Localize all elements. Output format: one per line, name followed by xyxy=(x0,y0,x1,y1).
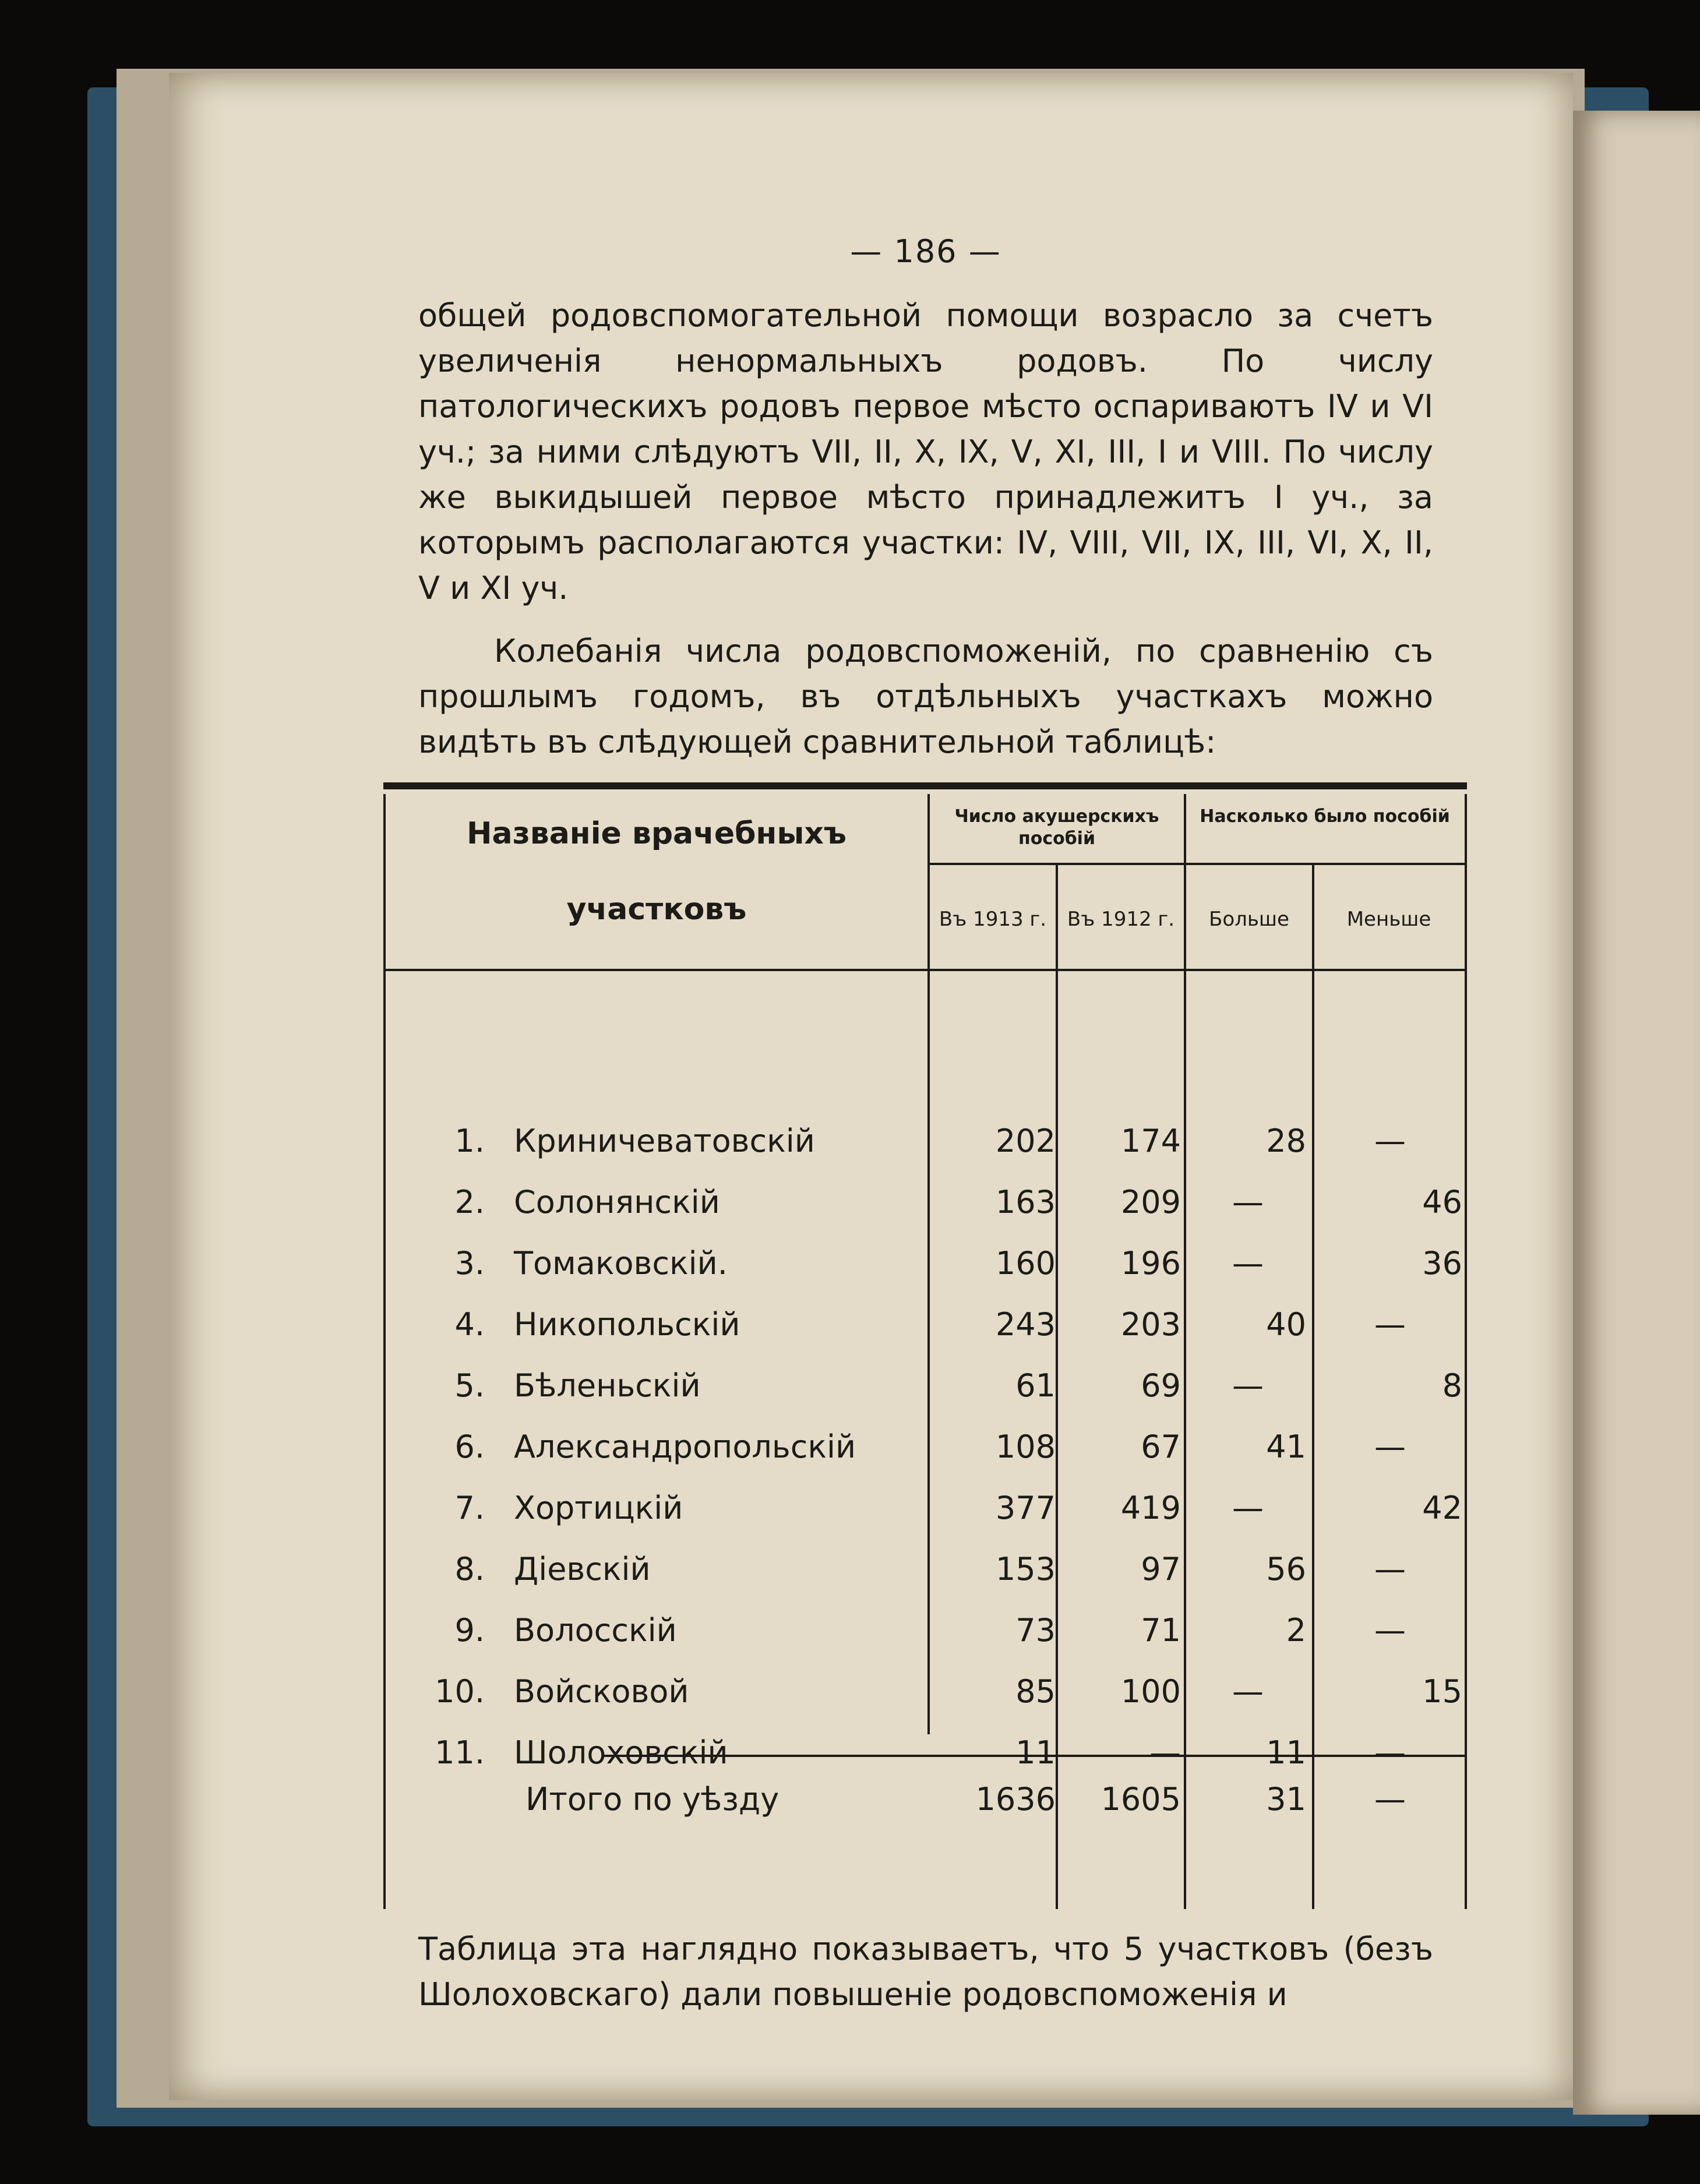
value-less: — xyxy=(1374,1612,1406,1649)
total-label: Итого по уѣзду xyxy=(525,1781,780,1818)
header-less: Меньше xyxy=(1346,908,1431,931)
district-name: Волосскій xyxy=(514,1612,677,1649)
header-group-count: Число акушерскихъ пособій xyxy=(954,806,1159,849)
table-row xyxy=(386,1428,1465,1487)
value-1913: 73 xyxy=(1015,1612,1056,1649)
row-index: 6. xyxy=(454,1428,485,1465)
value-less: — xyxy=(1374,1306,1406,1343)
page-content xyxy=(418,233,1462,2013)
district-name: Шолоховскій xyxy=(514,1734,728,1771)
value-more: 41 xyxy=(1266,1428,1306,1465)
header-group-diff: Насколько было пособій xyxy=(1200,806,1450,827)
value-1913: 85 xyxy=(1015,1673,1056,1710)
total-1912: 1605 xyxy=(1101,1781,1181,1818)
value-less: — xyxy=(1374,1123,1406,1159)
value-more: 11 xyxy=(1266,1734,1306,1771)
header-district-name: Названіе врачебныхъ участковъ xyxy=(466,816,847,927)
table-row xyxy=(386,1490,1465,1548)
comparison-table xyxy=(383,782,1467,1909)
value-1912: 196 xyxy=(1120,1245,1181,1282)
table-row xyxy=(386,1306,1465,1364)
row-index: 1. xyxy=(454,1123,485,1159)
value-1912: 97 xyxy=(1141,1551,1181,1587)
value-1912: 69 xyxy=(1141,1367,1181,1404)
value-1912: 71 xyxy=(1141,1612,1181,1649)
value-less: — xyxy=(1374,1428,1406,1465)
value-more: — xyxy=(1232,1673,1264,1710)
value-1913: 163 xyxy=(995,1184,1056,1220)
closing-paragraph: Таблица эта наглядно показываетъ, что 5 участковъ (безъ Шолоховскаго) дали повышеніе родовспоможенія и xyxy=(418,1931,1433,2013)
paragraph-1: общей родовспомогательной помощи возрасло за счетъ увеличенія ненормальныхъ родовъ. По числу патологическихъ родовъ первое мѣсто оспариваютъ IV и VI уч.; за ними слѣдуютъ VII, II, X, IX, V, XI, III, I и VIII. По числу же выкидышей первое мѣсто принадлежитъ I уч., за которымъ располагаются участки: IV, VIII, VII, IX, III, VI, X, II, V и XI уч. xyxy=(418,297,1433,606)
value-more: — xyxy=(1232,1490,1264,1526)
table-row xyxy=(386,1184,1465,1242)
value-more: 2 xyxy=(1286,1612,1306,1649)
value-more: 56 xyxy=(1266,1551,1306,1587)
row-index: 11. xyxy=(435,1734,485,1771)
value-1912: — xyxy=(1149,1734,1181,1771)
row-index: 8. xyxy=(454,1551,485,1587)
table-body xyxy=(383,971,1467,1909)
value-1913: 153 xyxy=(995,1551,1056,1587)
value-more: 28 xyxy=(1266,1123,1306,1159)
district-name: Никопольскій xyxy=(514,1306,740,1343)
value-1912: 203 xyxy=(1120,1306,1181,1343)
value-less: 8 xyxy=(1442,1367,1462,1404)
district-name: Діевскій xyxy=(514,1551,651,1587)
header-1912: Въ 1912 г. xyxy=(1067,908,1175,931)
value-1913: 377 xyxy=(995,1490,1056,1526)
district-name: Александропольскій xyxy=(514,1428,856,1465)
page-number: — 186 — xyxy=(850,233,1001,270)
header-1913: Въ 1913 г. xyxy=(939,908,1047,931)
total-row xyxy=(386,1781,1465,1839)
value-less: 42 xyxy=(1422,1490,1462,1526)
value-1913: 202 xyxy=(995,1123,1056,1159)
row-index: 9. xyxy=(454,1612,485,1649)
table-header xyxy=(383,794,1467,971)
next-page-edge xyxy=(1573,111,1700,2115)
district-name: Криничеватовскій xyxy=(514,1123,815,1159)
value-1913: 243 xyxy=(995,1306,1056,1343)
table-row xyxy=(386,1673,1465,1731)
value-1913: 11 xyxy=(1015,1734,1056,1771)
value-1913: 61 xyxy=(1015,1367,1056,1404)
value-more: 40 xyxy=(1266,1306,1306,1343)
district-name: Войсковой xyxy=(514,1673,689,1710)
table-row xyxy=(386,1367,1465,1426)
table-row xyxy=(386,1612,1465,1670)
total-more: 31 xyxy=(1266,1781,1306,1818)
district-name: Томаковскій. xyxy=(514,1245,728,1282)
row-index: 3. xyxy=(454,1245,485,1282)
table-row xyxy=(386,1245,1465,1303)
value-more: — xyxy=(1232,1184,1264,1220)
value-less: — xyxy=(1374,1734,1406,1771)
row-index: 2. xyxy=(454,1184,485,1220)
value-1912: 209 xyxy=(1120,1184,1181,1220)
paragraph-2: Колебанія числа родовспоможеній, по сравненію съ прошлымъ годомъ, въ отдѣльныхъ участкахъ можно видѣть въ слѣдующей сравнительной таблицѣ: xyxy=(418,633,1433,760)
value-less: 15 xyxy=(1422,1673,1462,1710)
value-more: — xyxy=(1232,1245,1264,1282)
header-more: Больше xyxy=(1209,908,1289,931)
value-1913: 108 xyxy=(995,1428,1056,1465)
value-more: — xyxy=(1232,1367,1264,1404)
district-name: Солонянскій xyxy=(514,1184,720,1220)
district-name: Бѣленьскій xyxy=(514,1367,701,1404)
value-less: 46 xyxy=(1422,1184,1462,1220)
value-1912: 174 xyxy=(1120,1123,1181,1159)
value-1913: 160 xyxy=(995,1245,1056,1282)
value-1912: 419 xyxy=(1120,1490,1181,1526)
total-less: — xyxy=(1374,1781,1406,1818)
table-row xyxy=(386,1123,1465,1181)
value-1912: 100 xyxy=(1120,1673,1181,1710)
row-index: 7. xyxy=(454,1490,485,1526)
district-name: Хортицкій xyxy=(514,1490,683,1526)
total-1913: 1636 xyxy=(975,1781,1056,1818)
row-index: 5. xyxy=(454,1367,485,1404)
value-less: 36 xyxy=(1422,1245,1462,1282)
row-index: 10. xyxy=(435,1673,485,1710)
row-index: 4. xyxy=(454,1306,485,1343)
value-1912: 67 xyxy=(1141,1428,1181,1465)
table-row xyxy=(386,1551,1465,1609)
value-less: — xyxy=(1374,1551,1406,1587)
